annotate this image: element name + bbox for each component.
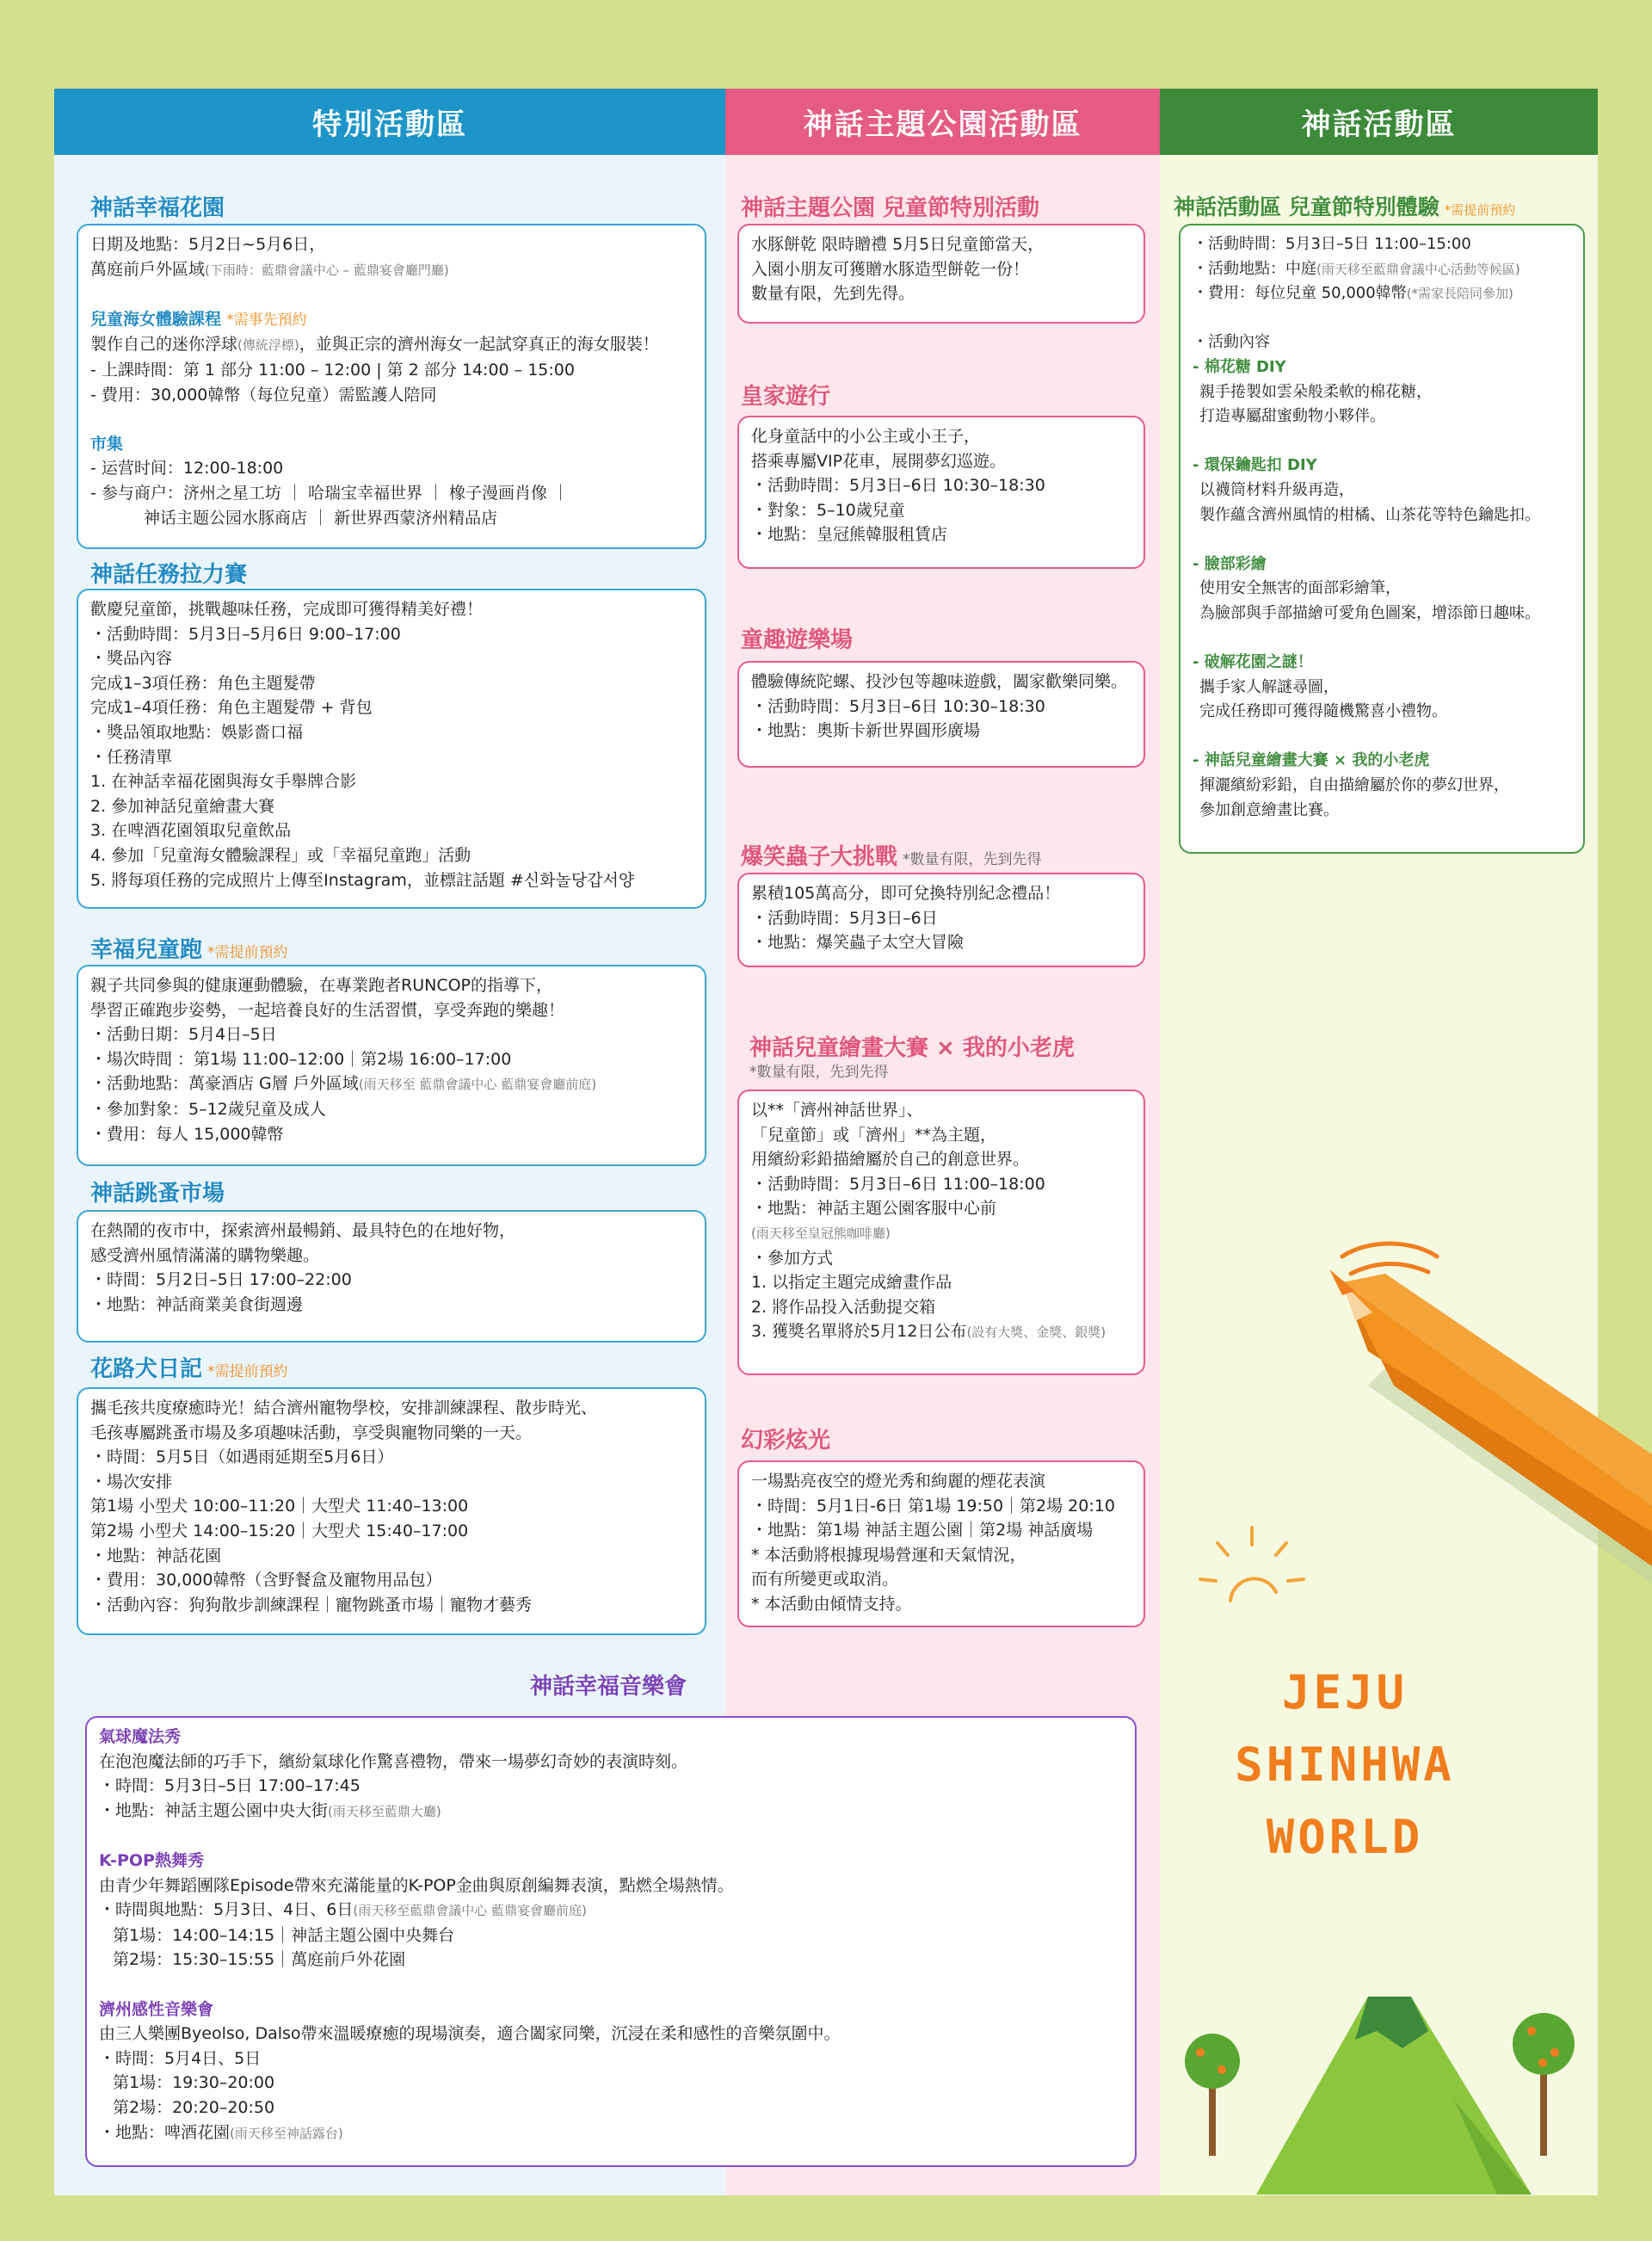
concert-line: ・地點：啤酒花園(雨天移至神話露台) xyxy=(99,2122,343,2142)
playground-line: ・活動時間：5月3日–6日 10:30–18:30 xyxy=(751,696,1045,716)
run-line: 學習正確跑步姿勢，一起培養良好的生活習慣，享受奔跑的樂趣！ xyxy=(90,1000,565,1020)
concert-line: 在泡泡魔法師的巧手下，繽紛氣球化作驚喜禮物，帶來一場夢幻奇妙的表演時刻。 xyxy=(99,1751,688,1771)
playground-line: ・地點：奧斯卡新世界圓形廣場 xyxy=(751,721,981,741)
drawing-line: 2. 將作品投入活動提交箱 xyxy=(751,1297,936,1317)
bug-note: *數量有限，先到先得 xyxy=(903,851,1042,868)
playground-title: 童趣遊樂場 xyxy=(741,627,854,653)
concert-box xyxy=(85,1716,1137,2167)
concert-line: ・時間：5月3日–5日 17:00–17:45 xyxy=(99,1776,361,1796)
parade-line: ・對象：5–10歲兒童 xyxy=(751,500,905,520)
garden-line: - 上課時間：第 1 部分 11:00 – 12:00 | 第 2 部分 14:00 – 15:00 xyxy=(90,360,575,380)
dog-line: ・時間：5月5日（如遇雨延期至5月6日） xyxy=(90,1448,394,1467)
drawing-note: *數量有限，先到先得 xyxy=(749,1064,889,1081)
parade-line: 搭乘專屬VIP花車，展開夢幻巡遊。 xyxy=(751,451,1007,471)
lights-line: ・地點：第1場 神話主題公園｜第2場 神話廣場 xyxy=(751,1521,1094,1540)
run-line: ・費用：每人 15,000韓幣 xyxy=(90,1124,284,1144)
myth-zone-column xyxy=(1160,89,1598,2195)
mission-line: ・活動時間：5月3日–5月6日 9:00–17:00 xyxy=(90,624,401,644)
mission-line: 4. 參加「兒童海女體驗課程」或「幸福兒童跑」活動 xyxy=(90,845,472,865)
myth-special-note: *需提前預約 xyxy=(1444,202,1516,218)
dog-line: ・地點：神話花園 xyxy=(90,1546,222,1565)
park-special-title: 神話主題公園 兒童節特別活動 xyxy=(741,195,1040,221)
pencil-icon xyxy=(1291,1222,1652,1652)
myth-line: 以襪筒材料升級再造， xyxy=(1199,480,1354,499)
dog-box xyxy=(77,1387,706,1635)
park-special-line: 數量有限，先到先得。 xyxy=(751,284,915,304)
tree-icon xyxy=(1501,1984,1587,2156)
myth-line: 完成任務即可獲得隨機驚喜小禮物。 xyxy=(1199,702,1447,721)
bug-line: ・活動時間：5月3日–6日 xyxy=(751,908,938,928)
myth-line: 打造專屬甜蜜動物小夥伴。 xyxy=(1199,407,1385,426)
run-line: 親子共同參與的健康運動體驗，在專業跑者RUNCOP的指導下， xyxy=(90,976,553,995)
column-header-myth: 神話活動區 xyxy=(1160,89,1598,155)
concert-line: 第2場：15:30–15:55｜萬庭前戶外花園 xyxy=(113,1950,406,1970)
garden-line: - 費用：30,000韓幣（每位兒童）需監護人陪同 xyxy=(90,385,437,404)
garden-line: 神话主题公园水豚商店 ｜ 新世界西蒙济州精品店 xyxy=(144,508,498,528)
flea-line: ・時間：5月2日–5日 17:00–22:00 xyxy=(90,1270,352,1290)
bug-line: ・地點：爆笑蟲子太空大冒險 xyxy=(751,933,965,953)
bug-box xyxy=(737,873,1145,967)
flea-box xyxy=(77,1210,706,1343)
myth-line: 為臉部與手部描繪可愛角色圖案，增添節日趣味。 xyxy=(1199,603,1540,622)
dog-line: 攜毛孩共度療癒時光！結合濟州寵物學校，安排訓練課程、散步時光、 xyxy=(90,1398,598,1417)
garden-line: 萬庭前戶外區域(下雨時：藍鼎會議中心 – 藍鼎宴會廳門廳) xyxy=(90,259,449,279)
lights-line: * 本活動將根據現場營運和天氣情況， xyxy=(751,1545,1026,1565)
myth-line: 製作蘊含濟州風情的柑橘、山茶花等特色鑰匙扣。 xyxy=(1199,505,1540,524)
lights-line: ・時間：5月1日-6日 第1場 19:50｜第2場 20:10 xyxy=(751,1496,1115,1516)
face-paint-heading: - 臉部彩繪 xyxy=(1193,554,1267,573)
drawing-line: 以**「濟州神話世界」、 xyxy=(751,1101,923,1120)
parade-line: ・地點：皇冠熊韓服租賃店 xyxy=(751,525,948,545)
mission-line: 5. 將每項任務的完成照片上傳至Instagram，並標註話題 #신화놀당갑서양 xyxy=(90,870,635,890)
flyer-panel xyxy=(54,89,1598,2195)
concert-line: 由青少年舞蹈團隊Episode帶來充滿能量的K-POP金曲與原創編舞表演，點燃全場熱情。 xyxy=(99,1875,734,1895)
market-heading: 市集 xyxy=(90,434,124,454)
run-title: 幸福兒童跑 *需提前預約 xyxy=(90,937,288,963)
mission-line: 2. 參加神話兒童繪畫大賽 xyxy=(90,796,275,816)
jeju-concert-heading: 濟州感性音樂會 xyxy=(99,1999,214,2019)
lights-line: 一場點亮夜空的燈光秀和絢麗的煙花表演 xyxy=(751,1472,1046,1491)
flea-title: 神話跳蚤市場 xyxy=(90,1181,225,1207)
drawing-line: 用繽紛彩鉛描繪屬於自己的創意世界。 xyxy=(751,1150,1030,1170)
mission-line: ・任務清單 xyxy=(90,747,173,767)
playground-line: 體驗傳統陀螺、投沙包等趣味遊戲，闔家歡樂同樂。 xyxy=(751,672,1128,691)
lights-title: 幻彩炫光 xyxy=(741,1428,831,1454)
dog-line: 毛孩專屬跳蚤市場及多項趣味活動，享受與寵物同樂的一天。 xyxy=(90,1423,533,1442)
concert-line: 由三人樂團Byeolso, Dalso帶來溫暖療癒的現場演奏，適合闔家同樂，沉浸在柔和感性的音樂氛圍中。 xyxy=(99,2024,841,2044)
garden-box xyxy=(77,224,706,549)
concert-line: 第1場：19:30–20:00 xyxy=(113,2073,275,2093)
mission-line: 1. 在神話幸福花園與海女手舉牌合影 xyxy=(90,772,357,792)
concert-line: ・時間：5月4日、5日 xyxy=(99,2048,262,2068)
parade-box xyxy=(737,416,1145,569)
myth-line: ・活動內容 xyxy=(1193,333,1270,352)
mission-box xyxy=(77,589,706,909)
parade-line: 化身童話中的小公主或小王子， xyxy=(751,427,981,446)
dog-line: 第1場 小型犬 10:00–11:20｜大型犬 11:40–13:00 xyxy=(90,1497,469,1516)
dog-line: ・場次安排 xyxy=(90,1472,173,1491)
drawing-line: ・參加方式 xyxy=(751,1248,834,1268)
lights-box xyxy=(737,1460,1145,1627)
keychain-heading: - 環保鑰匙扣 DIY xyxy=(1193,456,1317,475)
run-line: ・參加對象：5–12歲兒童及成人 xyxy=(90,1099,326,1119)
myth-line: ・活動地點：中庭(雨天移至藍鼎會議中心活動等候區) xyxy=(1193,259,1520,278)
garden-line: - 参与商户：济州之星工坊 ｜ 哈瑞宝幸福世界 ｜ 橡子漫画肖像 ｜ xyxy=(90,483,570,503)
drawing-line: ・地點：神話主題公園客服中心前 xyxy=(751,1199,997,1219)
mission-line: 完成1–3項任務：角色主題髮帶 xyxy=(90,673,316,693)
flea-line: ・地點：神話商業美食街週邊 xyxy=(90,1294,304,1314)
drawing-line: 「兒童節」或「濟州」**為主題， xyxy=(751,1125,997,1145)
cotton-candy-heading: - 棉花糖 DIY xyxy=(1193,357,1286,376)
lights-line: * 本活動由傾情支持。 xyxy=(751,1594,912,1614)
myth-line: 參加創意繪畫比賽。 xyxy=(1199,800,1339,819)
garden-line: 日期及地點：5月2日~5月6日， xyxy=(90,235,326,254)
myth-line: 攜手家人解謎尋圖， xyxy=(1199,677,1339,696)
drawing-line: ・活動時間：5月3日–6日 11:00–18:00 xyxy=(751,1174,1045,1194)
dog-line: ・費用：30,000韓幣（含野餐盒及寵物用品包） xyxy=(90,1571,442,1590)
flea-line: 在熱鬧的夜市中，探索濟州最暢銷、最具特色的在地好物， xyxy=(90,1221,516,1240)
bug-title: 爆笑蟲子大挑戰 *數量有限，先到先得 xyxy=(741,844,1042,870)
concert-line: ・地點：神話主題公園中央大街(雨天移至藍鼎大廳) xyxy=(99,1800,441,1820)
myth-line: 使用安全無害的面部彩繪筆， xyxy=(1199,579,1401,598)
theme-park-column xyxy=(725,89,1160,1657)
park-special-line: 入園小朋友可獲贈水豚造型餅乾一份！ xyxy=(751,259,1030,279)
myth-line: 揮灑繽紛彩鉛，自由描繪屬於你的夢幻世界， xyxy=(1199,776,1509,795)
flea-line: 感受濟州風情滿滿的購物樂趣。 xyxy=(90,1245,320,1265)
park-special-line: 水豚餅乾 限時贈禮 5月5日兒童節當天， xyxy=(751,235,1045,254)
magic-heading: 氣球魔法秀 xyxy=(99,1727,182,1746)
myth-line: ・費用：每位兒童 50,000韓幣(*需家長陪同參加) xyxy=(1193,284,1513,303)
run-line: ・活動日期：5月4日–5日 xyxy=(90,1025,277,1045)
garden-title: 神話幸福花園 xyxy=(90,195,225,221)
column-header-special: 特別活動區 xyxy=(54,89,725,155)
column-header-park: 神話主題公園活動區 xyxy=(725,89,1160,155)
mission-line: 歡慶兒童節，挑戰趣味任務，完成即可獲得精美好禮！ xyxy=(90,600,484,619)
run-box xyxy=(77,965,706,1166)
drawing-box xyxy=(737,1090,1145,1375)
parade-line: ・活動時間：5月3日–6日 10:30–18:30 xyxy=(751,476,1045,496)
dog-line: ・活動內容：狗狗散步訓練課程｜寵物跳蚤市場｜寵物才藝秀 xyxy=(90,1595,533,1614)
concert-line: 第2場：20:20–20:50 xyxy=(113,2097,275,2117)
sun-icon xyxy=(1192,1519,1312,1639)
myth-special-box xyxy=(1179,224,1585,854)
myth-line: ・活動時間：5月3日–5日 11:00–15:00 xyxy=(1193,235,1471,253)
tree-icon xyxy=(1174,2009,1252,2156)
mission-line: 3. 在啤酒花園領取兒童飲品 xyxy=(90,821,292,841)
bug-line: 累積105萬高分，即可兌換特別紀念禮品！ xyxy=(751,884,1061,903)
concert-title: 神話幸福音樂會 xyxy=(530,1674,687,1700)
mission-line: ・獎品領取地點：娛影嗇口福 xyxy=(90,722,304,742)
dog-title: 花路犬日記 *需提前預約 xyxy=(90,1356,288,1382)
mission-line: ・獎品內容 xyxy=(90,649,173,669)
lights-line: 而有所變更或取消。 xyxy=(751,1570,899,1590)
run-line: ・活動地點：萬豪酒店 G層 戶外區域(雨天移至 藍鼎會議中心 藍鼎宴會廳前庭) xyxy=(90,1074,597,1094)
run-line: ・場次時間 ：第1場 11:00–12:00｜第2場 16:00–17:00 xyxy=(90,1049,512,1069)
garden-puzzle-heading: - 破解花園之謎！ xyxy=(1193,653,1313,672)
kpop-heading: K-POP熱舞秀 xyxy=(99,1850,204,1870)
dog-note: *需提前預約 xyxy=(207,1363,288,1380)
parade-title: 皇家遊行 xyxy=(741,384,831,410)
garden-line: 製作自己的迷你浮球(傳統浮標)，並與正宗的濟州海女一起試穿真正的海女服裝！ xyxy=(90,335,659,355)
garden-line: - 运营时间：12:00-18:00 xyxy=(90,459,284,478)
myth-line: 親手捲製如雲朵般柔軟的棉花糖， xyxy=(1199,382,1432,401)
myth-special-title: 神話活動區 兒童節特別體驗 *需提前預約 xyxy=(1174,194,1516,219)
playground-box xyxy=(737,661,1145,768)
park-special-box xyxy=(737,224,1145,324)
mission-line: 完成1–4項任務：角色主題髮帶 + 背包 xyxy=(90,698,373,718)
drawing-line: 1. 以指定主題完成繪畫作品 xyxy=(751,1273,952,1293)
dog-line: 第2場 小型犬 14:00–15:20｜大型犬 15:40–17:00 xyxy=(90,1521,469,1540)
run-note: *需提前預約 xyxy=(207,944,288,961)
mission-title: 神話任務拉力賽 xyxy=(90,562,248,588)
drawing-contest-heading: - 神話兒童繪畫大賽 × 我的小老虎 xyxy=(1193,751,1430,770)
concert-line: 第1場：14:00–14:15｜神話主題公園中央舞台 xyxy=(113,1925,455,1945)
concert-line: ・時間與地點：5月3日、4日、6日(雨天移至藍鼎會議中心 藍鼎宴會廳前庭) xyxy=(99,1900,587,1920)
haenyeo-heading: 兒童海女體驗課程 *需事先預約 xyxy=(90,309,307,329)
drawing-line: 3. 獲獎名單將於5月12日公布(設有大獎、金獎、銀獎) xyxy=(751,1322,1106,1342)
brand-logo: JEJU SHINHWA WORLD xyxy=(1235,1665,1455,1864)
drawing-line: (雨天移至皇冠熊咖啡廳) xyxy=(751,1225,891,1241)
drawing-title: 神話兒童繪畫大賽 × 我的小老虎 xyxy=(749,1035,1075,1061)
